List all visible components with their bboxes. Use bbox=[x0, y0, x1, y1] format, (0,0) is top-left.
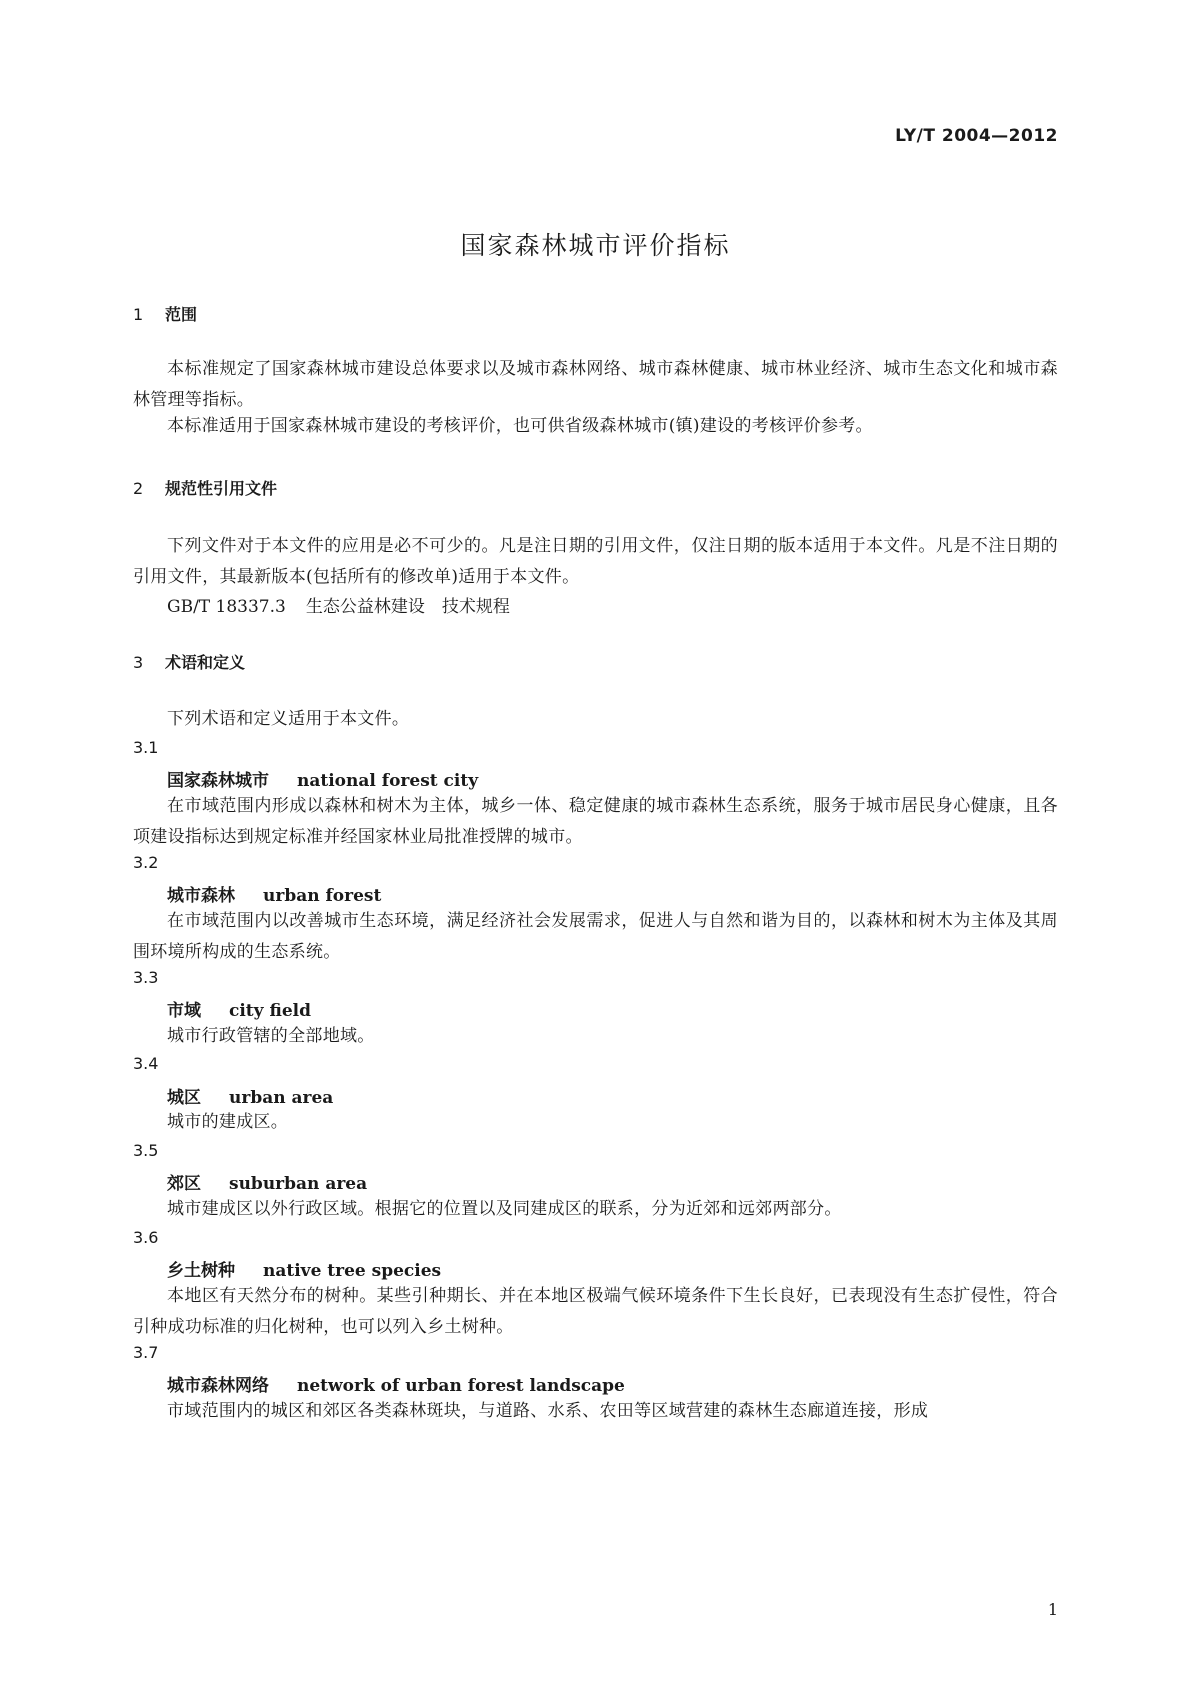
term-zh: 市域 bbox=[167, 1001, 201, 1021]
term-heading bbox=[167, 996, 311, 1021]
section-title: 规范性引用文件 bbox=[165, 479, 278, 498]
section-number: 3 bbox=[133, 653, 144, 672]
term-number: 3.2 bbox=[133, 853, 159, 872]
term-zh: 城市森林网络 bbox=[167, 1376, 269, 1396]
term-number: 3.6 bbox=[133, 1228, 159, 1247]
term-number: 3.7 bbox=[133, 1343, 159, 1362]
reference-entry bbox=[167, 592, 510, 617]
term-zh: 乡土树种 bbox=[167, 1261, 235, 1281]
term-en: network of urban forest landscape bbox=[297, 1376, 625, 1396]
term-number: 3.4 bbox=[133, 1054, 159, 1073]
term-heading bbox=[167, 766, 478, 791]
section-heading-scope bbox=[133, 302, 197, 325]
reference-title: 生态公益林建设 技术规程 bbox=[305, 597, 510, 617]
term-en: city field bbox=[229, 1001, 311, 1021]
term-en: national forest city bbox=[297, 771, 479, 791]
term-zh: 城市森林 bbox=[167, 886, 235, 906]
scope-paragraph-2: 本标准适用于国家森林城市建设的考核评价，也可供省级森林城市(镇)建设的考核评价参考。 bbox=[167, 416, 873, 436]
page-number: 1 bbox=[1047, 1600, 1058, 1619]
term-zh: 国家森林城市 bbox=[167, 771, 269, 791]
term-definition: 城市行政管辖的全部地域。 bbox=[167, 1026, 375, 1046]
reference-code: GB/T 18337.3 bbox=[167, 597, 286, 617]
section-heading-terms bbox=[133, 650, 245, 673]
section-title: 范围 bbox=[165, 305, 198, 324]
term-en: native tree species bbox=[263, 1261, 442, 1281]
term-heading bbox=[167, 1371, 625, 1396]
term-number: 3.3 bbox=[133, 968, 159, 987]
document-title: 国家森林城市评价指标 bbox=[460, 231, 731, 260]
term-en: urban area bbox=[229, 1088, 334, 1108]
term-definition: 本地区有天然分布的树种。某些引种期长、并在本地区极端气候环境条件下生长良好，已表现没有生态扩侵性，符合引种成功标准的归化树种，也可以列入乡土树种。 bbox=[133, 1286, 1058, 1337]
term-definition: 城市的建成区。 bbox=[167, 1112, 289, 1132]
section-number: 2 bbox=[133, 479, 144, 498]
term-definition: 市域范围内的城区和郊区各类森林斑块，与道路、水系、农田等区域营建的森林生态廊道连接，形成 bbox=[167, 1401, 929, 1421]
scope-paragraph-1: 本标准规定了国家森林城市建设总体要求以及城市森林网络、城市森林健康、城市林业经济、城市生态文化和城市森林管理等指标。 bbox=[133, 359, 1058, 410]
document-code: LY/T 2004—2012 bbox=[895, 126, 1058, 146]
term-number: 3.1 bbox=[133, 738, 159, 757]
section-title: 术语和定义 bbox=[165, 653, 246, 672]
term-definition: 在市域范围内形成以森林和树木为主体，城乡一体、稳定健康的城市森林生态系统，服务于城市居民身心健康，且各项建设指标达到规定标准并经国家林业局批准授牌的城市。 bbox=[133, 796, 1058, 847]
term-heading bbox=[167, 1083, 333, 1108]
term-zh: 城区 bbox=[167, 1088, 201, 1108]
term-definition: 城市建成区以外行政区域。根据它的位置以及同建成区的联系，分为近郊和远郊两部分。 bbox=[167, 1199, 842, 1219]
terms-intro-paragraph: 下列术语和定义适用于本文件。 bbox=[167, 709, 410, 729]
section-heading-references bbox=[133, 476, 277, 499]
term-number: 3.5 bbox=[133, 1141, 159, 1160]
term-en: suburban area bbox=[229, 1174, 368, 1194]
section-number: 1 bbox=[133, 305, 144, 324]
term-definition: 在市域范围内以改善城市生态环境，满足经济社会发展需求，促进人与自然和谐为目的，以森林和树木为主体及其周围环境所构成的生态系统。 bbox=[133, 911, 1058, 962]
term-heading bbox=[167, 1256, 441, 1281]
references-intro-paragraph: 下列文件对于本文件的应用是必不可少的。凡是注日期的引用文件，仅注日期的版本适用于本文件。凡是不注日期的引用文件，其最新版本(包括所有的修改单)适用于本文件。 bbox=[133, 536, 1058, 587]
term-zh: 郊区 bbox=[167, 1174, 201, 1194]
term-en: urban forest bbox=[263, 886, 382, 906]
term-heading bbox=[167, 881, 381, 906]
term-heading bbox=[167, 1169, 367, 1194]
